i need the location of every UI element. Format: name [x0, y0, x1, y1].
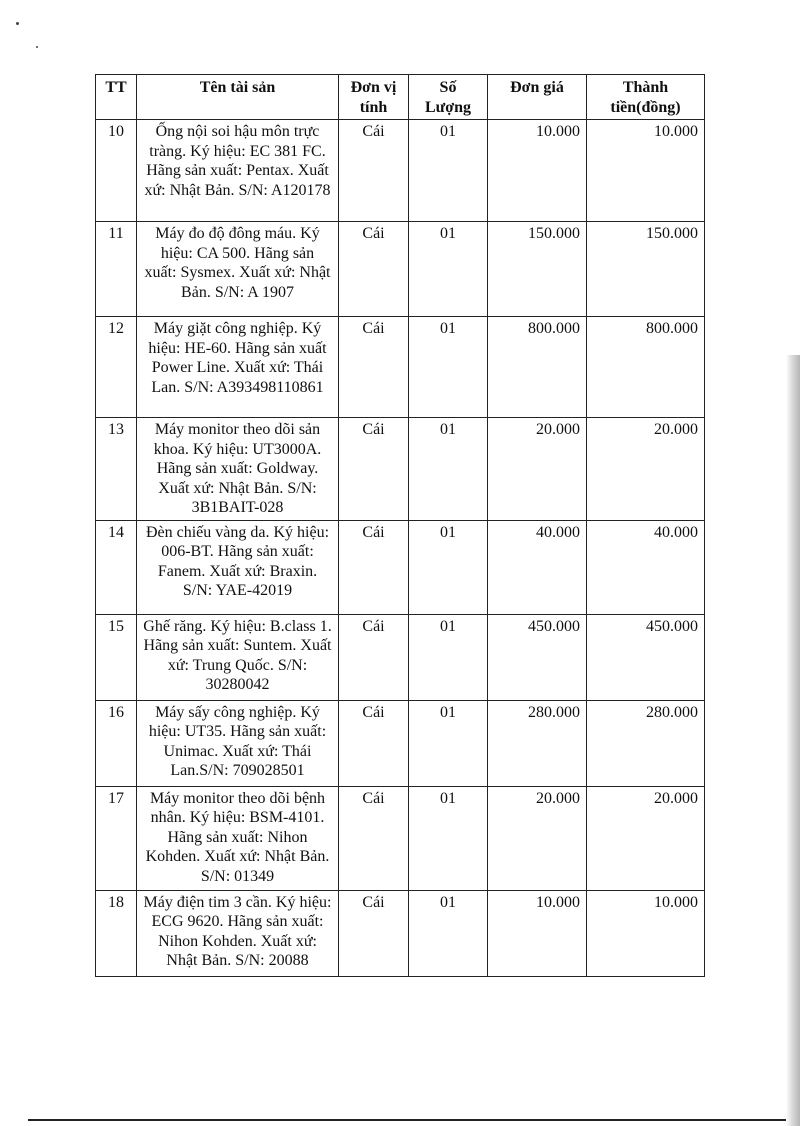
table-row: [96, 120, 705, 222]
row-unit: Cái: [339, 418, 409, 521]
asset-table: [95, 74, 705, 977]
row-unit: Cái: [339, 614, 409, 700]
row-unit: Cái: [339, 120, 409, 222]
row-total: 40.000: [587, 520, 705, 614]
row-tt: 12: [96, 317, 137, 418]
row-total: 10.000: [587, 120, 705, 222]
header-quantity: Số Lượng: [409, 75, 488, 120]
row-total: 450.000: [587, 614, 705, 700]
row-asset-name: Máy sấy công nghiệp. Ký hiệu: UT35. Hãng sản xuất: Unimac. Xuất xứ: Thái Lan.S/N: 709028501: [137, 700, 339, 786]
row-unit-price: 20.000: [488, 786, 587, 890]
row-asset-name: Máy đo độ đông máu. Ký hiệu: CA 500. Hãng sản xuất: Sysmex. Xuất xứ: Nhật Bản. S/N: A 1907: [137, 222, 339, 317]
row-tt: 15: [96, 614, 137, 700]
row-tt: 14: [96, 520, 137, 614]
header-row: [96, 75, 705, 120]
row-tt: 10: [96, 120, 137, 222]
asset-table-header: [96, 75, 705, 120]
row-asset-name: Ống nội soi hậu môn trực tràng. Ký hiệu: EC 381 FC. Hãng sản xuất: Pentax. Xuất xứ: Nhật Bản. S/N: A120178: [137, 120, 339, 222]
row-asset-name: Máy điện tim 3 cần. Ký hiệu: ECG 9620. Hãng sản xuất: Nihon Kohden. Xuất xứ: Nhật Bản. S/N: 20088: [137, 890, 339, 976]
row-asset-name: Máy monitor theo dõi sản khoa. Ký hiệu: UT3000A. Hãng sản xuất: Goldway. Xuất xứ: Nhật Bản. S/N: 3B1BAIT-028: [137, 418, 339, 521]
table-row: [96, 317, 705, 418]
row-tt: 17: [96, 786, 137, 890]
row-unit: Cái: [339, 700, 409, 786]
row-tt: 13: [96, 418, 137, 521]
row-unit: Cái: [339, 317, 409, 418]
row-quantity: 01: [409, 520, 488, 614]
row-asset-name: Đèn chiếu vàng da. Ký hiệu: 006-BT. Hãng sản xuất: Fanem. Xuất xứ: Braxin. S/N: YAE-42019: [137, 520, 339, 614]
row-unit: Cái: [339, 890, 409, 976]
row-unit-price: 800.000: [488, 317, 587, 418]
header-tt: TT: [96, 75, 137, 120]
row-tt: 18: [96, 890, 137, 976]
row-quantity: 01: [409, 890, 488, 976]
header-asset-name: Tên tài sản: [137, 75, 339, 120]
row-quantity: 01: [409, 222, 488, 317]
row-quantity: 01: [409, 700, 488, 786]
row-unit-price: 40.000: [488, 520, 587, 614]
row-unit-price: 450.000: [488, 614, 587, 700]
asset-table-body: [96, 120, 705, 977]
table-row: [96, 890, 705, 976]
row-asset-name: Máy monitor theo dõi bệnh nhân. Ký hiệu: BSM-4101. Hãng sản xuất: Nihon Kohden. Xuất xứ: Nhật Bản. S/N: 01349: [137, 786, 339, 890]
row-total: 20.000: [587, 786, 705, 890]
table-row: [96, 700, 705, 786]
row-tt: 11: [96, 222, 137, 317]
row-asset-name: Ghế răng. Ký hiệu: B.class 1. Hãng sản xuất: Suntem. Xuất xứ: Trung Quốc. S/N: 30280042: [137, 614, 339, 700]
row-unit-price: 150.000: [488, 222, 587, 317]
row-unit: Cái: [339, 222, 409, 317]
table-row: [96, 222, 705, 317]
scan-speck: [36, 46, 38, 48]
row-total: 800.000: [587, 317, 705, 418]
row-quantity: 01: [409, 418, 488, 521]
header-unit: Đơn vị tính: [339, 75, 409, 120]
row-unit-price: 20.000: [488, 418, 587, 521]
row-tt: 16: [96, 700, 137, 786]
row-asset-name: Máy giặt công nghiệp. Ký hiệu: HE-60. Hãng sản xuất Power Line. Xuất xứ: Thái Lan. S/N: A393498110861: [137, 317, 339, 418]
row-unit-price: 280.000: [488, 700, 587, 786]
row-quantity: 01: [409, 317, 488, 418]
row-quantity: 01: [409, 786, 488, 890]
row-total: 10.000: [587, 890, 705, 976]
row-quantity: 01: [409, 614, 488, 700]
row-unit: Cái: [339, 786, 409, 890]
row-quantity: 01: [409, 120, 488, 222]
page-bottom-rule: [28, 1119, 786, 1121]
table-row: [96, 614, 705, 700]
table-row: [96, 786, 705, 890]
row-unit-price: 10.000: [488, 120, 587, 222]
header-total: Thành tiền(đồng): [587, 75, 705, 120]
row-unit: Cái: [339, 520, 409, 614]
header-unit-price: Đơn giá: [488, 75, 587, 120]
row-unit-price: 10.000: [488, 890, 587, 976]
row-total: 150.000: [587, 222, 705, 317]
scan-speck: [16, 22, 19, 25]
table-row: [96, 418, 705, 521]
table-row: [96, 520, 705, 614]
row-total: 20.000: [587, 418, 705, 521]
row-total: 280.000: [587, 700, 705, 786]
scan-edge-shadow: [786, 355, 800, 1126]
